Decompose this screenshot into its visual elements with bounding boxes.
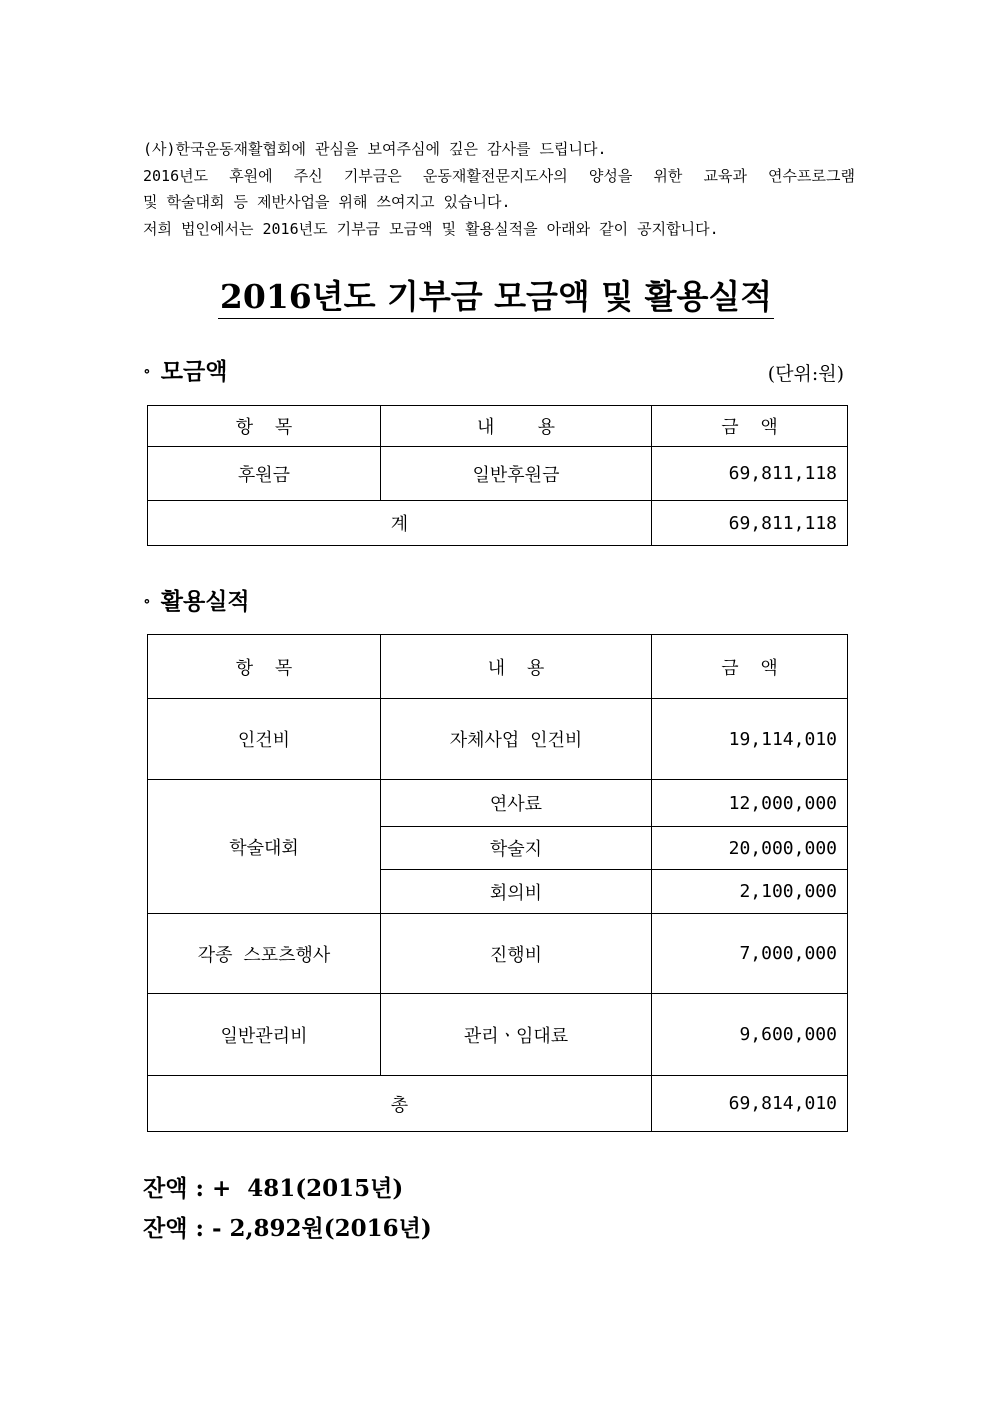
- document-title-text: 2016년도 기부금 모금액 및 활용실적: [218, 277, 774, 319]
- cell-item: 인건비: [148, 699, 381, 780]
- table-row: [148, 447, 848, 501]
- header-amount: 금 액: [652, 635, 848, 699]
- total-amount: 69,814,010: [652, 1076, 848, 1132]
- cell-item: 학술대회: [148, 780, 381, 914]
- header-content: 내 용: [381, 406, 652, 447]
- table-row: [148, 914, 848, 994]
- cell-amount: 20,000,000: [652, 827, 848, 870]
- cell-content: 진행비: [381, 914, 652, 994]
- fundraising-table: [147, 405, 848, 546]
- cell-amount: 2,100,000: [652, 870, 848, 914]
- table-header-row: [148, 635, 848, 699]
- table-total-row: [148, 501, 848, 546]
- usage-heading: [143, 587, 250, 619]
- cell-content: 자체사업 인건비: [381, 699, 652, 780]
- document-title: [0, 274, 992, 320]
- cell-item: 후원금: [148, 447, 381, 501]
- cell-item: 각종 스포츠행사: [148, 914, 381, 994]
- table-row: [148, 699, 848, 780]
- usage-heading-text: 활용실적: [160, 588, 250, 615]
- bullet-icon: ∘: [143, 592, 151, 610]
- balance-2016: 잔액 : - 2,892원(2016년): [143, 1215, 432, 1242]
- cell-amount: 69,811,118: [652, 447, 848, 501]
- header-item: 항 목: [148, 406, 381, 447]
- cell-amount: 12,000,000: [652, 780, 848, 827]
- cell-amount: 7,000,000: [652, 914, 848, 994]
- usage-table: [147, 634, 848, 1132]
- fundraising-heading: [143, 357, 227, 389]
- cell-content: 회의비: [381, 870, 652, 914]
- header-amount: 금 액: [652, 406, 848, 447]
- table-total-row: [148, 1076, 848, 1132]
- balance-2015: 잔액 : + 481(2015년): [143, 1175, 404, 1202]
- cell-content: 학술지: [381, 827, 652, 870]
- fundraising-heading-text: 모금액: [160, 358, 228, 385]
- header-content: 내 용: [381, 635, 652, 699]
- total-amount: 69,811,118: [652, 501, 848, 546]
- table-row: [148, 780, 848, 827]
- cell-item: 일반관리비: [148, 994, 381, 1076]
- total-label: 총: [148, 1076, 652, 1132]
- table-header-row: [148, 406, 848, 447]
- bullet-icon: ∘: [143, 362, 151, 380]
- intro-line: 및 학술대회 등 제반사업을 위해 쓰여지고 있습니다.: [143, 193, 511, 211]
- header-item: 항 목: [148, 635, 381, 699]
- cell-content: 일반후원금: [381, 447, 652, 501]
- cell-amount: 9,600,000: [652, 994, 848, 1076]
- intro-line: 저희 법인에서는 2016년도 기부금 모금액 및 활용실적을 아래와 같이 공지합니다.: [143, 219, 719, 238]
- cell-amount: 19,114,010: [652, 699, 848, 780]
- intro-text: [143, 136, 855, 242]
- table-row: [148, 994, 848, 1076]
- cell-content: 관리ㆍ임대료: [381, 994, 652, 1076]
- cell-content: 연사료: [381, 780, 652, 827]
- intro-line: (사)한국운동재활협회에 관심을 보여주심에 깊은 감사를 드립니다.: [143, 140, 607, 158]
- total-label: 계: [148, 501, 652, 546]
- intro-line: 2016년도 후원에 주신 기부금은 운동재활전문지도사의 양성을 위한 교육과 연수프로그램: [143, 166, 855, 185]
- unit-label: (단위:원): [767, 363, 844, 385]
